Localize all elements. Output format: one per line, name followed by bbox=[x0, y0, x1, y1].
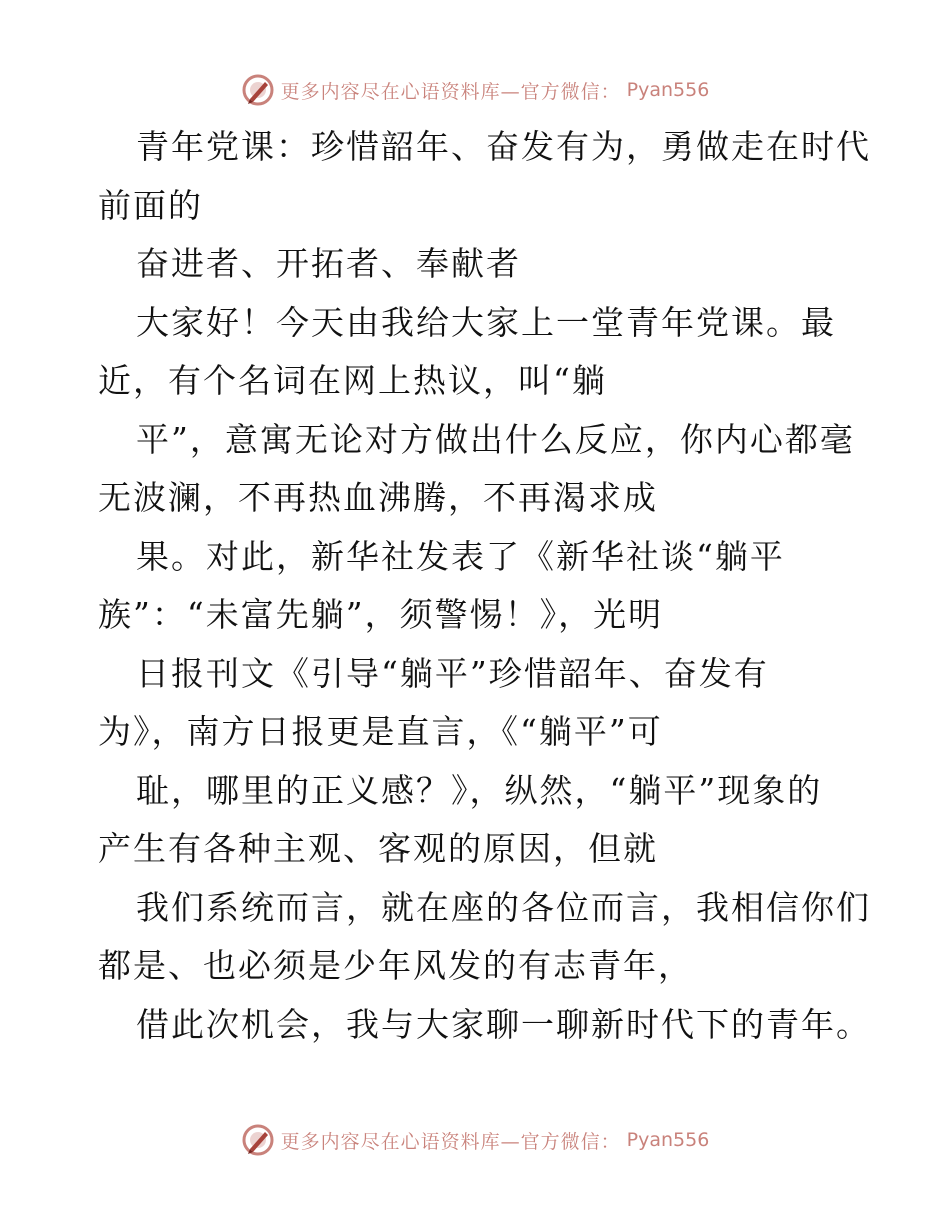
document-body bbox=[98, 118, 871, 1054]
text-line: 近，有个名词在网上热议，叫“躺 bbox=[98, 361, 607, 400]
watermark-text: 更多内容尽在心语资料库—官方微信： bbox=[280, 1130, 621, 1153]
text-line: 日报刊文《引导“躺平”珍惜韶年、奋发有 bbox=[136, 653, 769, 693]
text-line: 我们系统而言，就在座的各位而言，我相信你们 bbox=[136, 887, 871, 927]
text-line: 借此次机会，我与大家聊一聊新时代下的青年。 bbox=[136, 1004, 871, 1044]
text-line: 大家好！今天由我给大家上一堂青年党课。最 bbox=[136, 302, 836, 342]
text-line: 为》，南方日报更是直言，《“躺平”可 bbox=[98, 712, 663, 751]
watermark-text: 更多内容尽在心语资料库—官方微信： bbox=[280, 80, 621, 103]
text-line: 前面的 bbox=[98, 185, 203, 225]
header-watermark bbox=[0, 70, 950, 110]
watermark-wechat-id: Pyan556 bbox=[626, 79, 710, 101]
footer-watermark bbox=[0, 1120, 950, 1160]
text-line: 果。对此，新华社发表了《新华社谈“躺平 bbox=[136, 536, 785, 576]
text-line: 都是、也必须是少年风发的有志青年， bbox=[98, 946, 693, 985]
pen-logo-icon bbox=[241, 73, 275, 107]
watermark-wechat-id: Pyan556 bbox=[626, 1129, 710, 1151]
text-line: 族”：“未富先躺”，须警惕！》，光明 bbox=[98, 595, 664, 634]
text-line: 耻，哪里的正义感？》，纵然，“躺平”现象的 bbox=[136, 770, 823, 810]
pen-logo-icon bbox=[241, 1123, 275, 1157]
text-line: 产生有各种主观、客观的原因，但就 bbox=[98, 829, 658, 868]
text-line: 无波澜，不再热血沸腾，不再渴求成 bbox=[98, 478, 658, 517]
text-line: 青年党课：珍惜韶年、奋发有为，勇做走在时代 bbox=[136, 127, 871, 166]
text-line: 奋进者、开拓者、奉献者 bbox=[136, 244, 521, 283]
text-line: 平”，意寓无论对方做出什么反应，你内心都毫 bbox=[136, 419, 855, 459]
